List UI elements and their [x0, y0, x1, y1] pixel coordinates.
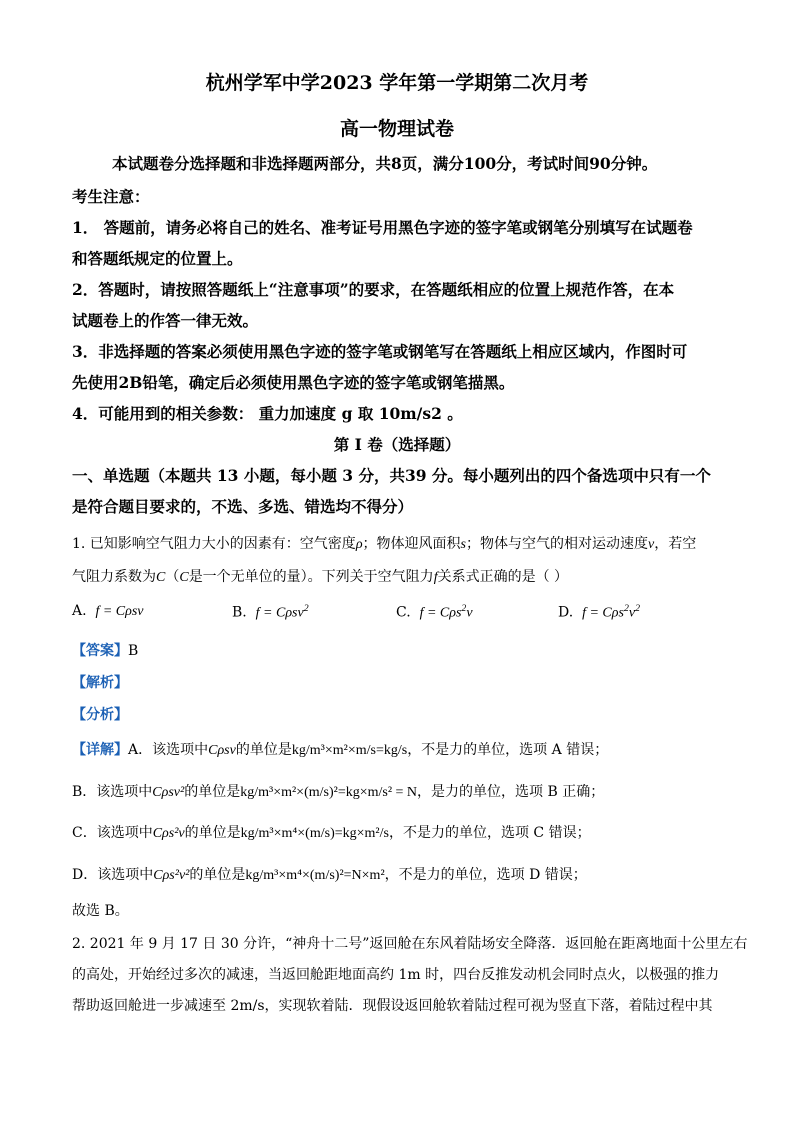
q1-option-a: A. f = Cρsv — [72, 603, 144, 619]
notice-item-1-line2: 和答题纸规定的位置上。 — [72, 249, 243, 268]
q1-option-b: B. f = Cρsv$^2$ — [232, 603, 309, 621]
notice-item-3-line2: 先使用2B铅笔，确定后必须使用黑色字迹的签字笔或钢笔描黑。 — [72, 373, 515, 392]
q1-stem-line1: 1. 已知影响空气阻力大小的因素有：空气密度ρ；物体迎风面积s；物体与空气的相对运动速度v，若空 — [72, 536, 697, 552]
q1-option-c: C. f = Cρs$^2$v — [396, 603, 473, 621]
q1-detail-a: 【详解】A．该选项中Cρsv的单位是kg/m³×m²×m/s=kg/s，不是力的单位，选项 A 错误； — [72, 742, 609, 758]
notice-heading: 考生注意： — [72, 187, 150, 206]
notice-item-2-line1: 2．答题时，请按照答题纸上“注意事项”的要求，在答题纸相应的位置上规范作答，在本 — [72, 280, 675, 299]
q1-answer: 【答案】B — [72, 643, 139, 659]
q2-line3: 帮助返回舱进一步减速至 2m/s，实现软着陆．现假设返回舱软着陆过程可视为竖直下落，着陆过程中其 — [72, 998, 713, 1014]
section-desc-line1: 一、单选题（本题共 13 小题，每小题 3 分，共39 分。每小题列出的四个备选项中只有一个 — [72, 466, 711, 485]
q1-analysis-tag: 【解析】 — [72, 675, 128, 691]
section-desc-line2: 是符合题目要求的，不选、多选、错选均不得分） — [72, 497, 414, 516]
q1-fenxi-tag: 【分析】 — [72, 707, 128, 723]
notice-item-1-line1: 1． 答题前，请务必将自己的姓名、准考证号用黑色字迹的签字笔或钢笔分别填写在试题卷 — [72, 218, 693, 237]
q2-line1: 2. 2021 年 9 月 17 日 30 分许，“神舟十二号”返回舱在东风着陆场安全降落．返回舱在距离地面十公里左右 — [72, 936, 748, 952]
q1-stem-line2: 气阻力系数为C（C是一个无单位的量）。下列关于空气阻力f关系式正确的是（ ） — [72, 569, 569, 585]
notice-item-4: 4．可能用到的相关参数： 重力加速度 g 取 10m/s2 。 — [72, 404, 463, 423]
section-title: 第 I 卷（选择题） — [333, 435, 461, 454]
q1-option-d: D. $f = C\rho s^2v^2$ — [558, 603, 640, 621]
notice-item-2-line2: 试题卷上的作答一律无效。 — [72, 311, 259, 330]
q2-line2: 的高处，开始经过多次的减速，当返回舱距地面高约 1m 时，四台反推发动机会同时点火，以极强的推力 — [72, 967, 720, 983]
exam-title: 杭州学军中学2023 学年第一学期第二次月考 — [205, 72, 589, 94]
exam-subtitle: 高一物理试卷 — [339, 118, 454, 140]
notice-item-3-line1: 3．非选择题的答案必须使用黑色字迹的签字笔或钢笔写在答题纸上相应区域内，作图时可 — [72, 342, 688, 361]
q1-conclusion: 故选 B。 — [72, 903, 129, 919]
q1-detail-b: B．该选项中Cρsv²的单位是kg/m³×m²×(m/s)²=kg×m/s² = N，是力的单位，选项 B 正确； — [72, 784, 605, 800]
q1-detail-c: C．该选项中Cρs²v的单位是kg/m³×m⁴×(m/s)=kg×m²/s，不是力的单位，选项 C 错误； — [72, 825, 591, 841]
intro-line: 本试题卷分选择题和非选择题两部分，共8页，满分100分，考试时间90分钟。 — [112, 154, 658, 173]
q1-detail-d: D．该选项中Cρs²v²的单位是kg/m³×m⁴×(m/s)²=N×m²，不是力的单位，选项 D 错误； — [72, 867, 587, 883]
